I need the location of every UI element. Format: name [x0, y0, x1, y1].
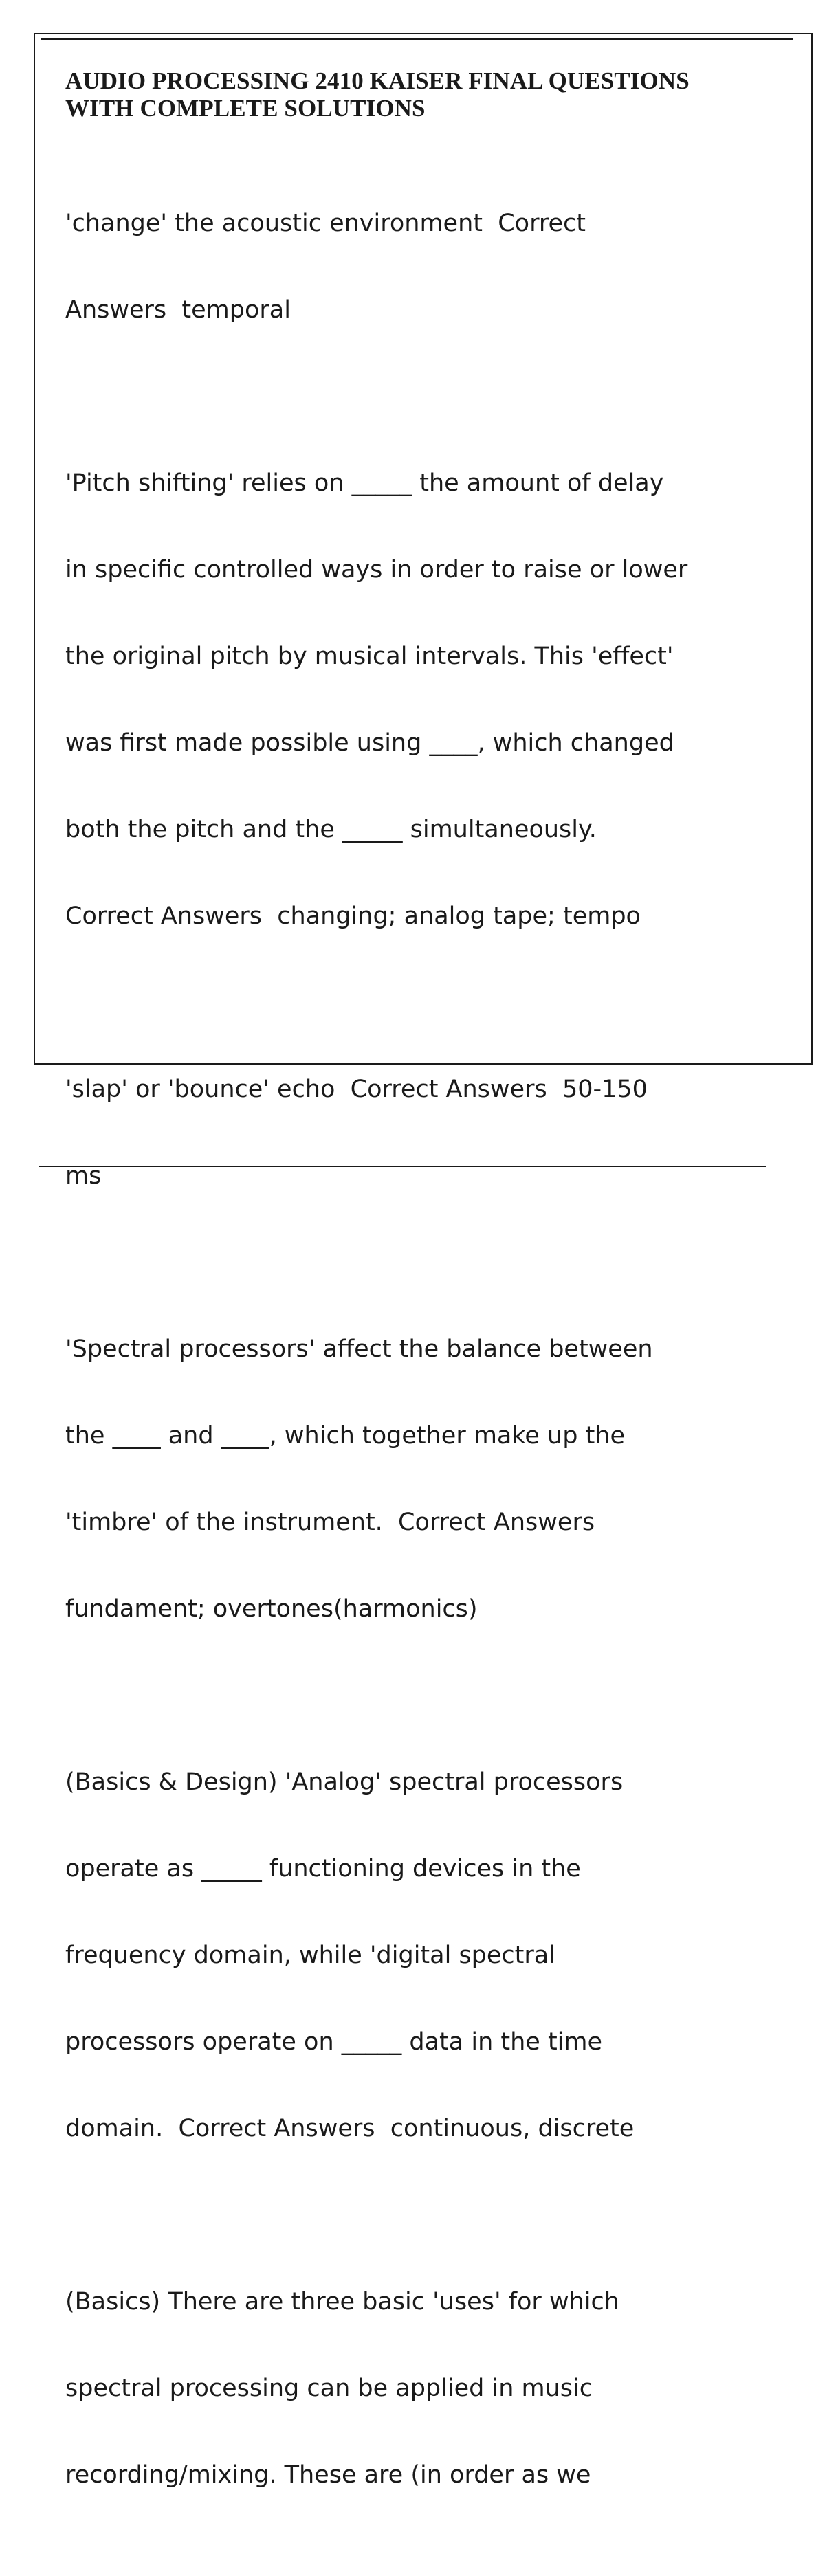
qa-entry — [65, 411, 746, 988]
qa-entry — [65, 1017, 746, 1248]
entry-line: domain. Correct Answers continuous, discrete — [65, 2115, 635, 2142]
entry-line: ms — [65, 1162, 102, 1190]
qa-entry — [65, 2230, 746, 2547]
entry-line: 'Pitch shifting' relies on _____ the amount of delay — [65, 469, 664, 497]
entry-line: fundament; overtones(harmonics) — [65, 1595, 478, 1623]
entry-line: spectral processing can be applied in music — [65, 2375, 593, 2402]
entry-line: frequency domain, while 'digital spectral — [65, 1942, 556, 1969]
entry-line: Correct Answers changing; analog tape; tempo — [65, 902, 641, 930]
entry-line: both the pitch and the _____ simultaneously. — [65, 816, 597, 843]
document-content — [65, 67, 746, 2576]
top-rule — [41, 38, 793, 40]
title-line: AUDIO PROCESSING 2410 KAISER FINAL QUESTIONS — [65, 67, 690, 94]
entry-line: 'timbre' of the instrument. Correct Answers — [65, 1509, 595, 1536]
entry-line: Answers temporal — [65, 296, 291, 324]
entry-line: processors operate on _____ data in the time — [65, 2028, 603, 2056]
title-line: WITH COMPLETE SOLUTIONS — [65, 95, 426, 122]
entry-line: operate as _____ functioning devices in the — [65, 1855, 581, 1883]
entry-line: 'slap' or 'bounce' echo Correct Answers 50-150 — [65, 1076, 648, 1103]
qa-entry — [65, 1277, 746, 1681]
qa-entry — [65, 1710, 746, 2201]
entry-line: in specific controlled ways in order to raise or lower — [65, 556, 688, 584]
entry-line: the original pitch by musical intervals. This 'effect' — [65, 643, 674, 670]
document-title — [65, 67, 746, 122]
qa-entry — [65, 151, 746, 382]
bottom-rule — [39, 1166, 766, 1167]
entry-line: (Basics & Design) 'Analog' spectral processors — [65, 1768, 624, 1796]
entry-line: 'Spectral processors' affect the balance between — [65, 1335, 653, 1363]
entry-line: was first made possible using ____, which changed — [65, 729, 674, 757]
entry-line: the ____ and ____, which together make up the — [65, 1422, 626, 1450]
entry-line: recording/mixing. These are (in order as we — [65, 2461, 591, 2489]
entry-line: 'change' the acoustic environment Correct — [65, 210, 586, 237]
entry-line: (Basics) There are three basic 'uses' for which — [65, 2288, 619, 2316]
